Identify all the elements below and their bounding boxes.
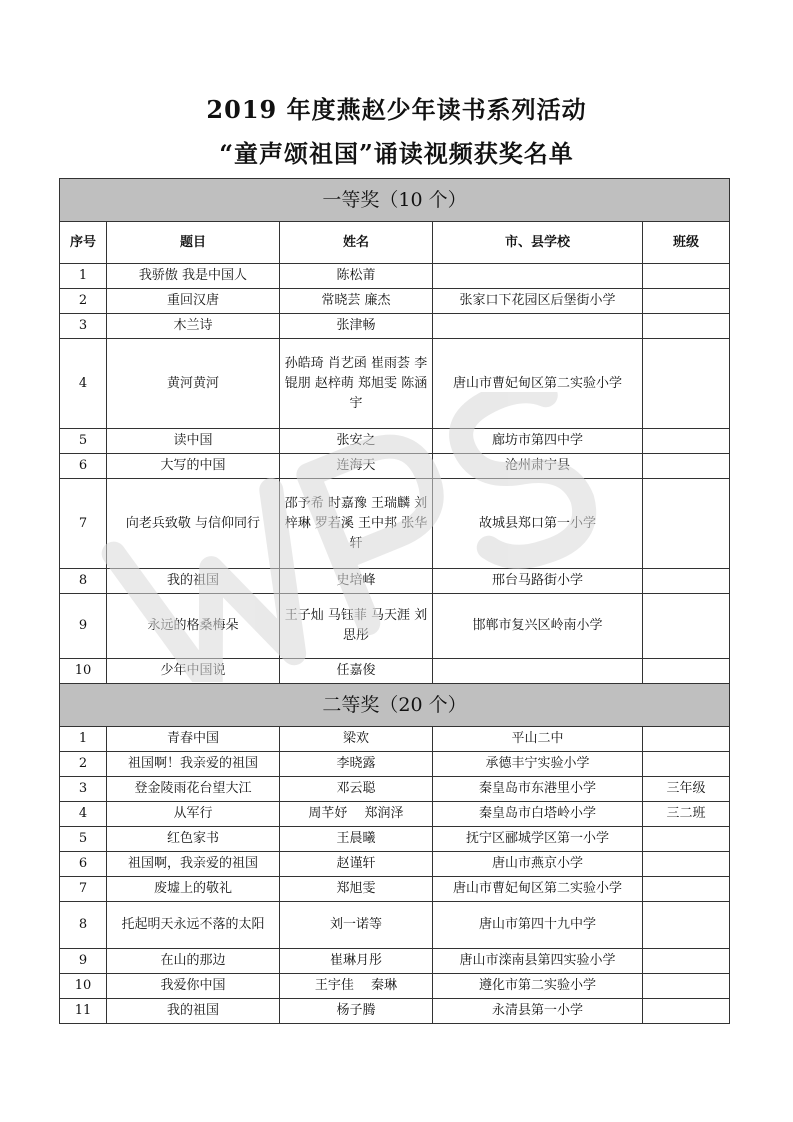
cell-class	[643, 659, 730, 684]
cell-names: 任嘉俊	[280, 659, 433, 684]
cell-no: 8	[60, 569, 107, 594]
document-title	[0, 95, 793, 168]
table-row	[60, 289, 730, 314]
cell-class	[643, 877, 730, 902]
cell-school: 邢台马路街小学	[433, 569, 643, 594]
section-heading-first-prize: 一等奖（10 个）	[60, 179, 730, 222]
table-row	[60, 594, 730, 659]
cell-class	[643, 974, 730, 999]
cell-title: 大写的中国	[107, 454, 280, 479]
awards-table	[59, 178, 730, 1024]
cell-names: 连海天	[280, 454, 433, 479]
table-row	[60, 752, 730, 777]
cell-names: 崔琳月彤	[280, 949, 433, 974]
cell-names: 李晓露	[280, 752, 433, 777]
cell-class	[643, 569, 730, 594]
cell-school	[433, 314, 643, 339]
cell-no: 1	[60, 727, 107, 752]
cell-no: 10	[60, 659, 107, 684]
cell-class	[643, 999, 730, 1024]
cell-title: 少年中国说	[107, 659, 280, 684]
table-row	[60, 727, 730, 752]
cell-names: 梁欢	[280, 727, 433, 752]
cell-school: 抚宁区郦城学区第一小学	[433, 827, 643, 852]
cell-no: 3	[60, 777, 107, 802]
cell-no: 2	[60, 752, 107, 777]
cell-school: 永清县第一小学	[433, 999, 643, 1024]
table-row	[60, 802, 730, 827]
cell-school: 张家口下花园区后堡街小学	[433, 289, 643, 314]
cell-school: 唐山市滦南县第四实验小学	[433, 949, 643, 974]
cell-class	[643, 339, 730, 429]
cell-class	[643, 429, 730, 454]
cell-names: 王晨曦	[280, 827, 433, 852]
cell-no: 9	[60, 594, 107, 659]
section-row	[60, 179, 730, 222]
cell-names: 孙皓琦 肖艺函 崔雨荟 李锟朋 赵梓萌 郑旭雯 陈涵宇	[280, 339, 433, 429]
cell-names: 史培峰	[280, 569, 433, 594]
table-row	[60, 659, 730, 684]
cell-title: 祖国啊！我亲爱的祖国	[107, 752, 280, 777]
table-row	[60, 902, 730, 949]
cell-title: 青春中国	[107, 727, 280, 752]
cell-school: 唐山市燕京小学	[433, 852, 643, 877]
table-row	[60, 454, 730, 479]
cell-title: 在山的那边	[107, 949, 280, 974]
cell-title: 我骄傲 我是中国人	[107, 264, 280, 289]
cell-title: 读中国	[107, 429, 280, 454]
cell-title: 向老兵致敬 与信仰同行	[107, 479, 280, 569]
cell-school: 唐山市第四十九中学	[433, 902, 643, 949]
cell-school: 遵化市第二实验小学	[433, 974, 643, 999]
table-row	[60, 949, 730, 974]
table-row	[60, 852, 730, 877]
cell-names: 王子灿 马钰菲 马天涯 刘思彤	[280, 594, 433, 659]
cell-names: 周芊妤 郑润泽	[280, 802, 433, 827]
cell-no: 11	[60, 999, 107, 1024]
cell-no: 4	[60, 339, 107, 429]
section-heading-second-prize: 二等奖（20 个）	[60, 684, 730, 727]
cell-class: 三二班	[643, 802, 730, 827]
cell-class	[643, 264, 730, 289]
cell-no: 4	[60, 802, 107, 827]
cell-no: 2	[60, 289, 107, 314]
title-line-1: 2019 年度燕赵少年读书系列活动	[206, 95, 587, 124]
cell-title: 祖国啊，我亲爱的祖国	[107, 852, 280, 877]
cell-title: 我的祖国	[107, 569, 280, 594]
cell-school: 秦皇岛市白塔岭小学	[433, 802, 643, 827]
header-row	[60, 222, 730, 264]
cell-class	[643, 454, 730, 479]
cell-school	[433, 659, 643, 684]
cell-no: 6	[60, 454, 107, 479]
cell-names: 张津畅	[280, 314, 433, 339]
table-row	[60, 777, 730, 802]
table-row	[60, 877, 730, 902]
cell-no: 10	[60, 974, 107, 999]
cell-class	[643, 752, 730, 777]
cell-title: 红色家书	[107, 827, 280, 852]
cell-school	[433, 264, 643, 289]
cell-school: 故城县郑口第一小学	[433, 479, 643, 569]
cell-school: 承德丰宁实验小学	[433, 752, 643, 777]
header-title: 题目	[107, 222, 280, 264]
cell-names: 王宇佳 秦琳	[280, 974, 433, 999]
cell-class: 三年级	[643, 777, 730, 802]
cell-class	[643, 902, 730, 949]
cell-school: 平山二中	[433, 727, 643, 752]
table-row	[60, 264, 730, 289]
cell-title: 永远的格桑梅朵	[107, 594, 280, 659]
cell-title: 登金陵雨花台望大江	[107, 777, 280, 802]
table-row	[60, 339, 730, 429]
cell-school: 沧州肃宁县	[433, 454, 643, 479]
cell-names: 常晓芸 廉杰	[280, 289, 433, 314]
cell-names: 张安之	[280, 429, 433, 454]
cell-class	[643, 594, 730, 659]
cell-class	[643, 827, 730, 852]
section-row	[60, 684, 730, 727]
cell-title: 废墟上的敬礼	[107, 877, 280, 902]
cell-school: 唐山市曹妃甸区第二实验小学	[433, 877, 643, 902]
cell-no: 9	[60, 949, 107, 974]
header-school: 市、县学校	[433, 222, 643, 264]
cell-school: 廊坊市第四中学	[433, 429, 643, 454]
title-line-2: “童声颂祖国”诵读视频获奖名单	[219, 139, 574, 168]
cell-names: 邓云聪	[280, 777, 433, 802]
cell-class	[643, 479, 730, 569]
header-names: 姓名	[280, 222, 433, 264]
cell-school: 秦皇岛市东港里小学	[433, 777, 643, 802]
cell-no: 8	[60, 902, 107, 949]
cell-names: 刘一诺等	[280, 902, 433, 949]
cell-names: 杨子腾	[280, 999, 433, 1024]
table-row	[60, 974, 730, 999]
cell-no: 5	[60, 827, 107, 852]
cell-school: 邯郸市复兴区岭南小学	[433, 594, 643, 659]
cell-names: 陈松莆	[280, 264, 433, 289]
header-no: 序号	[60, 222, 107, 264]
table-row	[60, 429, 730, 454]
cell-names: 赵谨轩	[280, 852, 433, 877]
cell-class	[643, 314, 730, 339]
cell-no: 7	[60, 877, 107, 902]
cell-title: 托起明天永远不落的太阳	[107, 902, 280, 949]
cell-no: 1	[60, 264, 107, 289]
table-row	[60, 999, 730, 1024]
cell-title: 我的祖国	[107, 999, 280, 1024]
cell-class	[643, 289, 730, 314]
cell-no: 7	[60, 479, 107, 569]
table-row	[60, 569, 730, 594]
table-row	[60, 479, 730, 569]
cell-title: 我爱你中国	[107, 974, 280, 999]
cell-names: 郑旭雯	[280, 877, 433, 902]
cell-title: 重回汉唐	[107, 289, 280, 314]
cell-title: 木兰诗	[107, 314, 280, 339]
cell-class	[643, 727, 730, 752]
cell-school: 唐山市曹妃甸区第二实验小学	[433, 339, 643, 429]
cell-class	[643, 852, 730, 877]
cell-no: 3	[60, 314, 107, 339]
cell-names: 邵予希 时嘉豫 王瑞麟 刘梓琳 罗若溪 王中邦 张华轩	[280, 479, 433, 569]
header-class: 班级	[643, 222, 730, 264]
cell-no: 6	[60, 852, 107, 877]
table-row	[60, 827, 730, 852]
table-row	[60, 314, 730, 339]
cell-title: 黄河黄河	[107, 339, 280, 429]
cell-class	[643, 949, 730, 974]
cell-title: 从军行	[107, 802, 280, 827]
cell-no: 5	[60, 429, 107, 454]
